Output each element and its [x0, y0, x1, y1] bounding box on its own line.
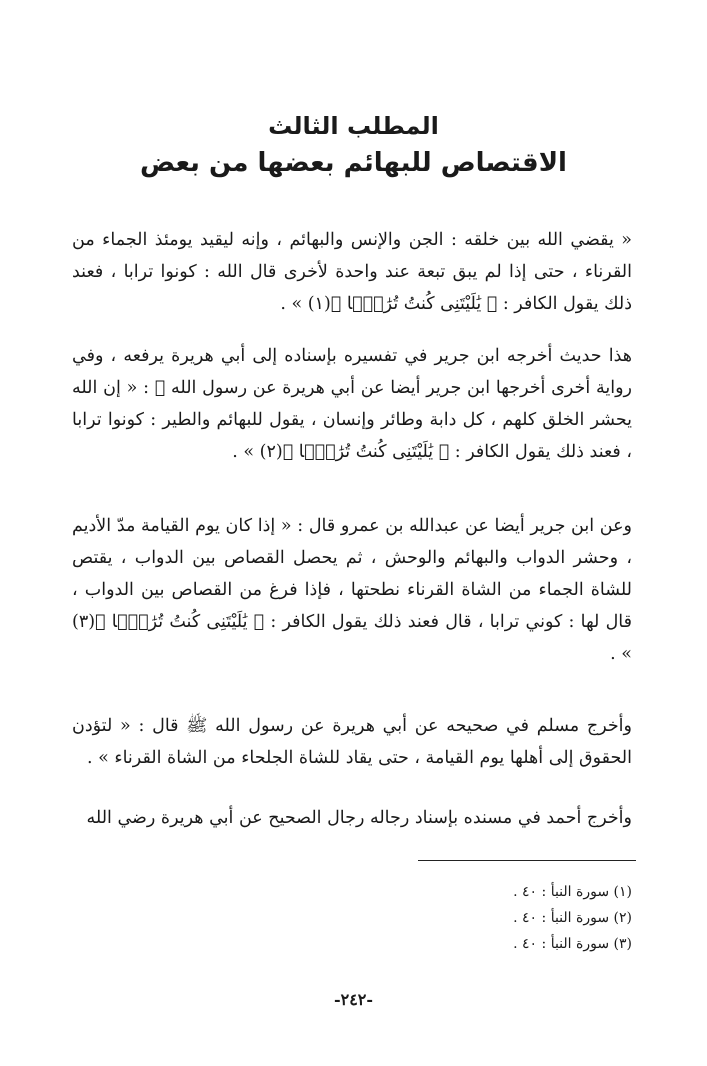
section-title: المطلب الثالث — [268, 112, 439, 140]
paragraph-hadith-1: « يقضي الله بين خلقه : الجن والإنس والبهائم ، وإنه ليقيد يومئذ الجماء من القرناء ، حتى إذا لم يبق تبعة عند واحدة لأخرى قال الله : كونوا ترابا ، فعند ذلك يقول الكافر : ﴿ يَٰلَيْتَنِى كُنتُ تُرَٰبًۢا ﴾(١) » . — [72, 230, 632, 314]
page-number: -٢٤٢- — [333, 990, 374, 1009]
paragraph-hadith-4: وأخرج مسلم في صحيحه عن أبي هريرة عن رسول الله ﷺ قال : « لتؤدن الحقوق إلى أهلها يوم القيامة ، حتى يقاد للشاة الجلحاء من الشاة القرناء » . — [72, 716, 632, 768]
paragraph-hadith-3: وعن ابن جرير أيضا عن عبدالله بن عمرو قال : « إذا كان يوم القيامة مدّ الأديم ، وحشر الدواب والبهائم والوحش ، ثم يحصل القصاص بين الدواب ، يقتص للشاة الجماء من الشاة القرناء نطحتها ، فإذا فرغ من القصاص بين الدواب ، قال لها : كوني ترابا ، قال فعند ذلك يقول الكافر : ﴿ يَٰلَيْتَنِى كُنتُ تُرَٰبًۢا ﴾(٣) » . — [72, 516, 632, 664]
paragraph-hadith-5: وأخرج أحمد في مسنده بإسناد رجاله رجال الصحيح عن أبي هريرة رضي الله — [86, 808, 632, 828]
footnote-1: (١) سورة النبأ : ٤٠ . — [513, 884, 632, 900]
footnote-2: (٢) سورة النبأ : ٤٠ . — [513, 910, 632, 926]
footnote-3: (٣) سورة النبأ : ٤٠ . — [513, 936, 632, 952]
paragraph-hadith-2: هذا حديث أخرجه ابن جرير في تفسيره بإسناده إلى أبي هريرة يرفعه ، وفي رواية أخرى أخرجها ابن جرير أيضا عن أبي هريرة عن رسول الله ﷺ : « إن الله يحشر الخلق كلهم ، كل دابة وطائر وإنسان ، يقول للبهائم والطير : كونوا ترابا ، فعند ذلك يقول الكافر : ﴿ يَٰلَيْتَنِى كُنتُ تُرَٰبًۢا ﴾(٢) » . — [72, 346, 632, 462]
section-subtitle: الاقتصاص للبهائم بعضها من بعض — [140, 148, 567, 178]
footnote-separator — [418, 860, 636, 861]
